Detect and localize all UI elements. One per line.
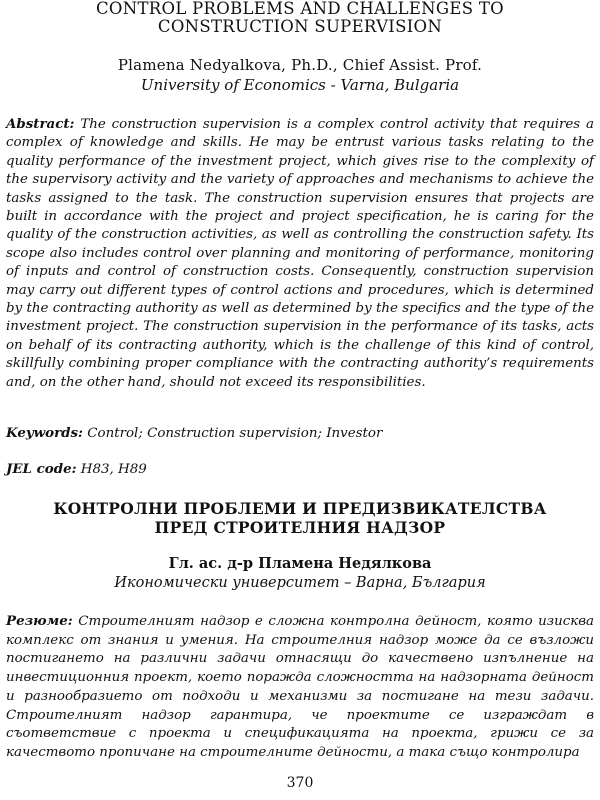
title-line: CONSTRUCTION SUPERVISION [157,17,443,36]
abstract-text: Строителният надзор е сложна контролна дейност, която изисква комплекс от знания и умения. На строителния надзор може да се възложи постигането на различни задачи отнасящи до качествено изпълнение на инвестиционния проект, което поражда сложността на надзорната дейност и разнообразието от подходи и механизми за постигане на тези задачи. Строителният надзор гарантира, че проектите се изграждат в съответствие с проекта и спецификацията на проекта, грижи се за качеството пропичане на строителните дейности, а така също контролира [6,614,594,760]
title-line: ПРЕД СТРОИТЕЛНИЯ НАДЗОР [154,518,446,537]
keywords-label: Keywords: [6,425,84,441]
jel-code [6,460,594,479]
abstract-text: The construction supervision is a complex control activity that requires a complex of knowledge and skills. He may be entrust various tasks relating to the quality performance of the investment project, which gives rise to the complexity of the supervisory activity and the variety of approaches and mechanisms to achieve the tasks assigned to the task. The construction supervision ensures that projects are built in accordance with the project and project specification, he is caring for the quality of the construction activities, as well as controlling the construction safety. Its scope also includes control over planning and monitoring of performance, monitoring of inputs and control of construction costs. Consequently, construction supervision may carry out different types of control actions and procedures, which is determined by the contracting authority as well as determined by the specifics and the type of the investment project. The construction supervision in the performance of its tasks, acts on behalf of its contracting authority, which is the challenge of this kind of control, skillfully combining proper compliance with the contracting authority’s requirements and, on the other hand, should not exceed its responsibilities. [6,117,594,390]
abstract-english [6,115,594,392]
title-line: КОНТРОЛНИ ПРОБЛЕМИ И ПРЕДИЗВИКАТЕЛСТВА [53,499,547,518]
paper-title-bulgarian [20,499,580,537]
affiliation-bulgarian: Икономически университет – Варна, България [114,575,486,591]
keywords-text: Control; Construction supervision; Investor [83,426,383,441]
abstract-label: Abstract: [6,116,75,132]
abstract-label: Резюме: [6,613,73,629]
paper-title-english [40,0,560,36]
jel-label: JEL code: [6,461,77,477]
page-number: 370 [286,775,314,791]
author-english: Plamena Nedyalkova, Ph.D., Chief Assist. Prof. [117,56,483,74]
affiliation-english: University of Economics - Varna, Bulgaria [140,76,460,94]
abstract-bulgarian [6,612,594,763]
jel-text: H83, H89 [76,462,147,477]
keywords-english [6,424,594,443]
title-line: CONTROL PROBLEMS AND CHALLENGES TO [95,0,505,18]
author-bulgarian: Гл. ас. д-р Пламена Недялкова [168,555,432,572]
